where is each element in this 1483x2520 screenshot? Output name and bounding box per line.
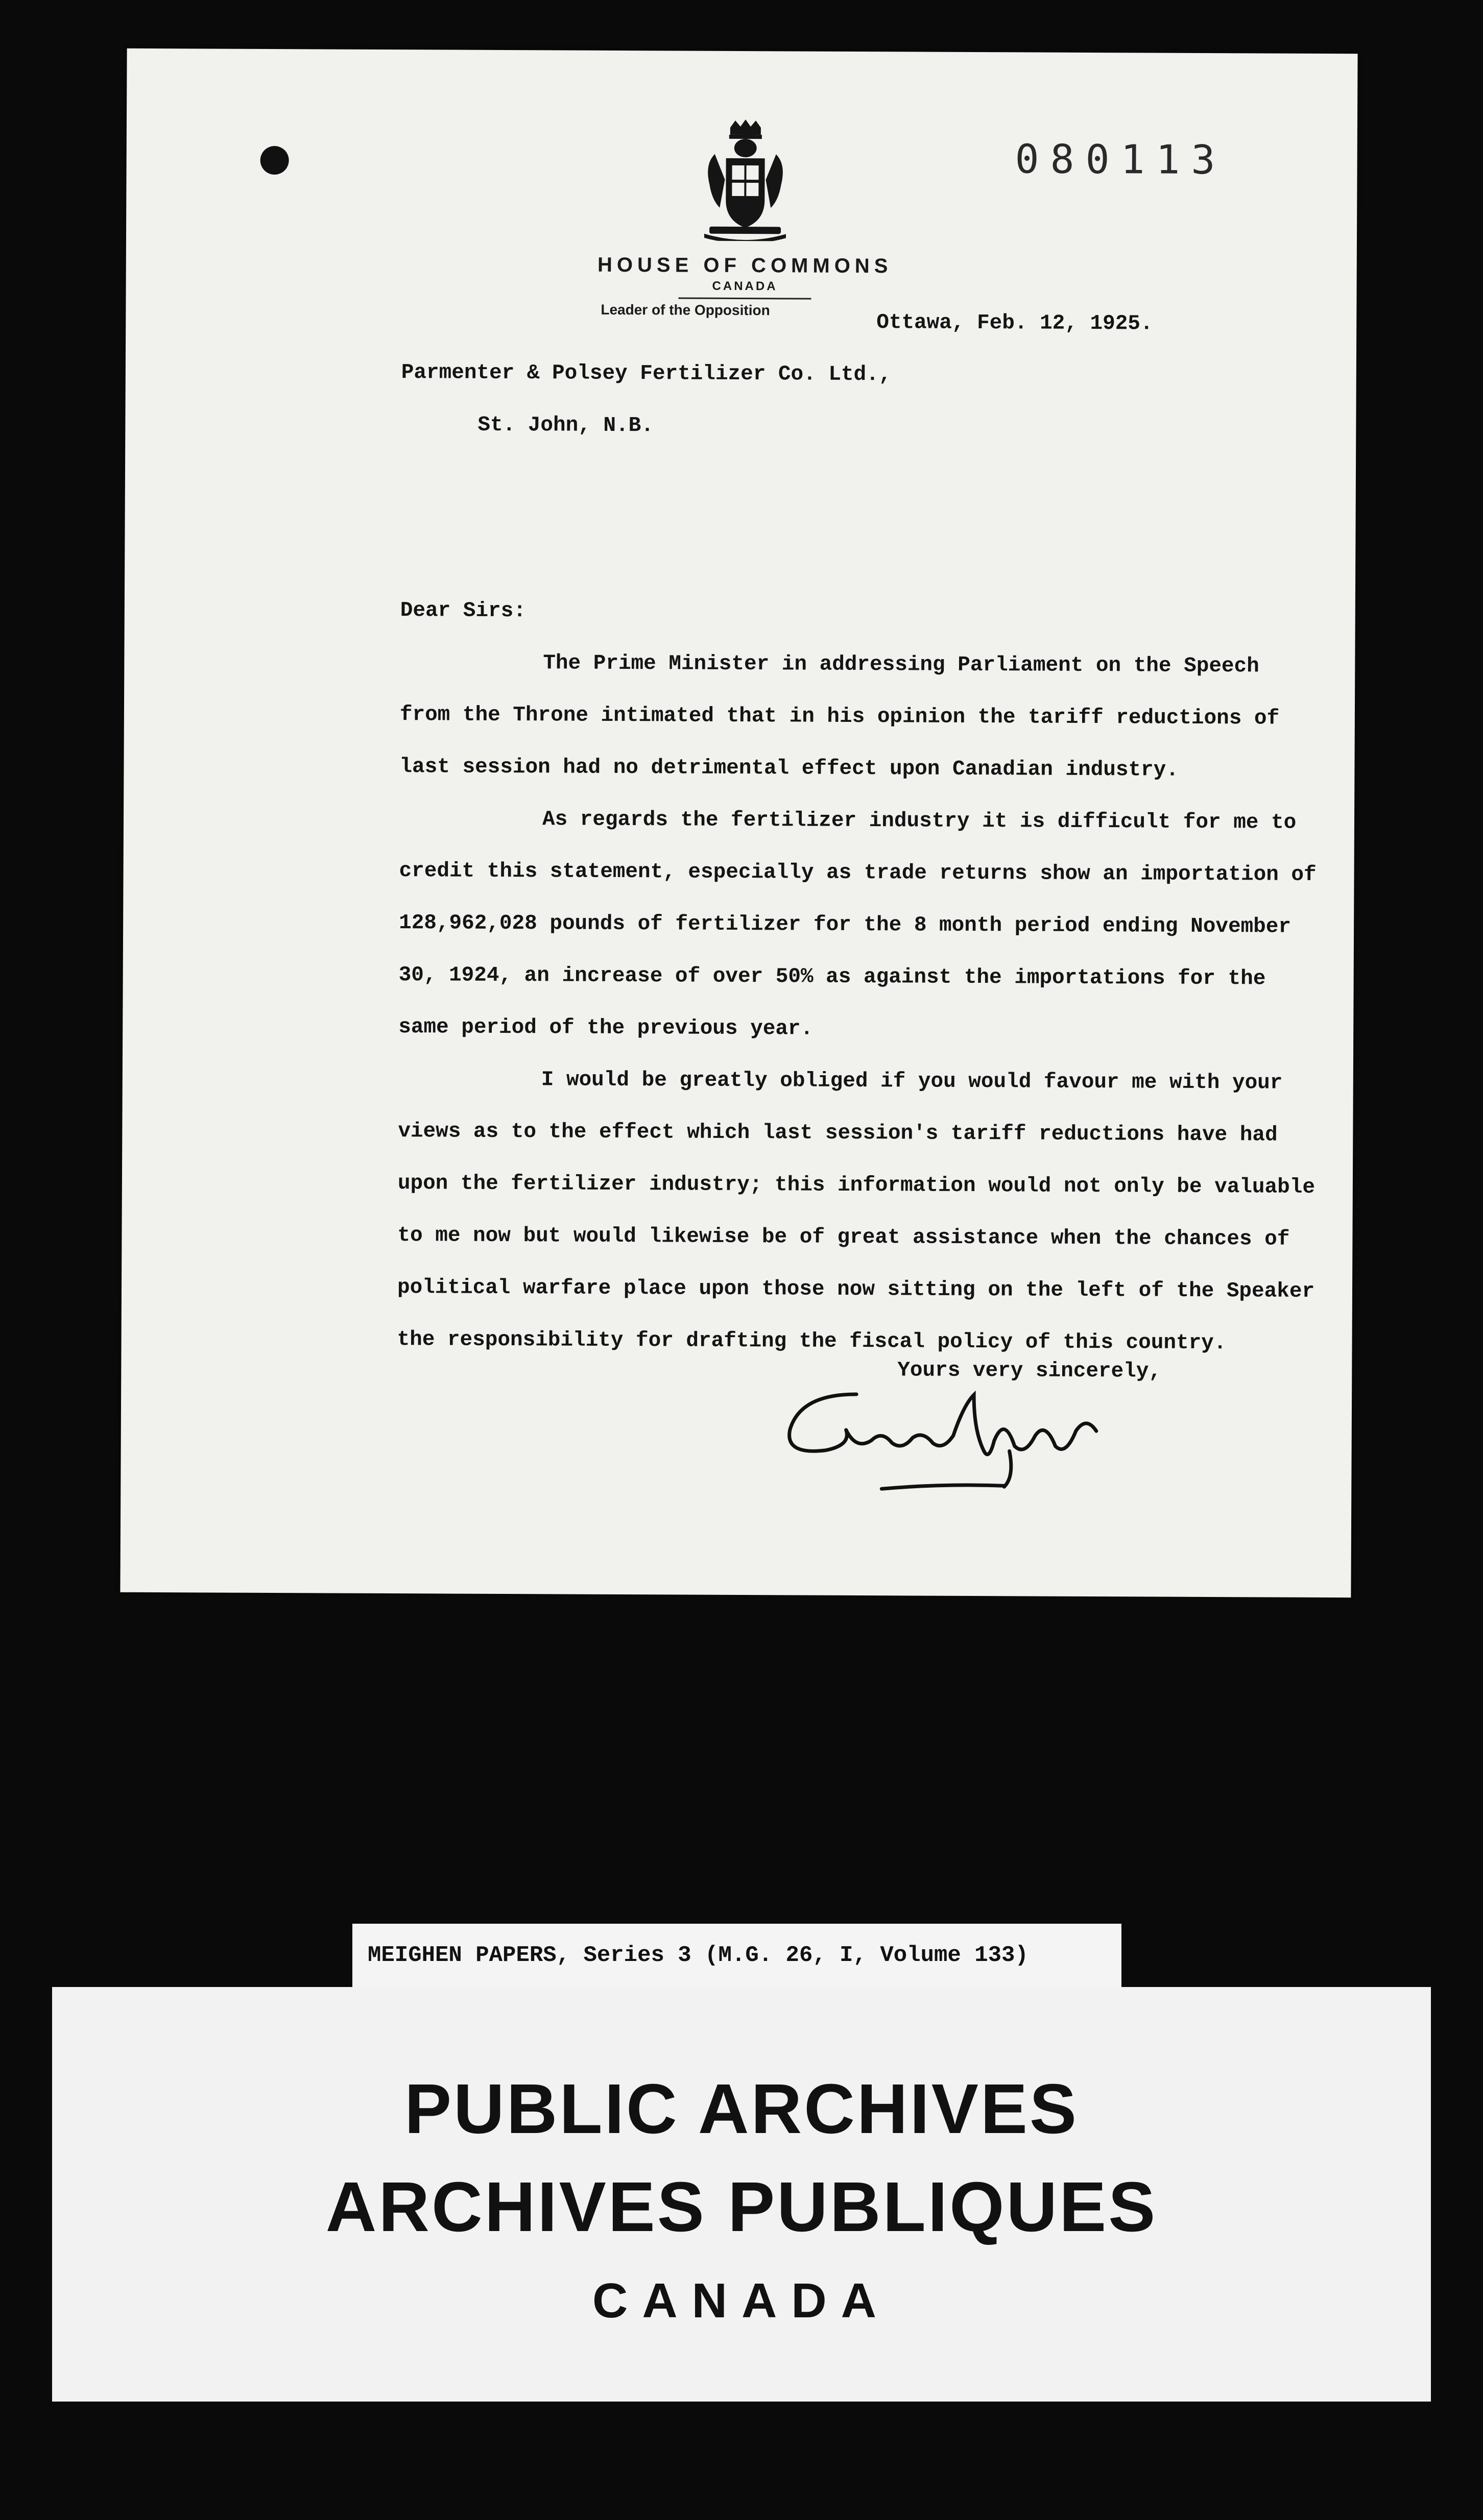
letterhead-office: Leader of the Opposition	[601, 301, 770, 319]
archives-card	[52, 1987, 1431, 2402]
date-line: Ottawa, Feb. 12, 1925.	[876, 311, 1153, 336]
closing: Yours very sincerely,	[897, 1359, 1162, 1384]
letterhead-country: CANADA	[712, 279, 778, 294]
recipient-city: St. John, N.B.	[477, 413, 654, 438]
letter-body	[397, 585, 1320, 1370]
recipient-name: Parmenter & Polsey Fertilizer Co. Ltd.,	[401, 361, 892, 387]
archives-line-english: PUBLIC ARCHIVES	[404, 2070, 1079, 2148]
catalog-label: MEIGHEN PAPERS, Series 3 (M.G. 26, I, Volume 133)	[352, 1924, 1121, 1987]
paragraph-3: I would be greatly obliged if you would favour me with your views as to the effect which last session's tariff reductions have had upon the fertilizer industry; this information would not only be valuable to me now but would likewise be of great assistance when the chances of political warfare place upon those now sitting on the left of the Speaker the responsibility for drafting the fiscal policy of this country.	[397, 1068, 1315, 1355]
archives-line-country: CANADA	[592, 2273, 891, 2328]
letterhead	[566, 254, 923, 300]
signature-icon	[769, 1373, 1127, 1508]
stamp-number: 080113	[1015, 136, 1227, 184]
coat-of-arms-icon	[694, 118, 797, 241]
paragraph-2: As regards the fertilizer industry it is difficult for me to credit this statement, especially as trade returns show an importation of 128,962,028 pounds of fertilizer for the 8 month period ending November 30, 1924, an increase of over 50% as against the importations for the same period of the previous year.	[398, 808, 1317, 1041]
salutation: Dear Sirs:	[400, 599, 526, 623]
letter-sheet	[120, 49, 1357, 1597]
punch-hole	[260, 146, 289, 175]
letterhead-title: HOUSE OF COMMONS	[597, 253, 893, 278]
archives-line-french: ARCHIVES PUBLIQUES	[325, 2168, 1158, 2246]
letterhead-rule	[678, 297, 811, 299]
paragraph-1: The Prime Minister in addressing Parliament on the Speech from the Throne intimated that in his opinion the tariff reductions of last session had no detrimental effect upon Canadian industry.	[399, 651, 1280, 782]
